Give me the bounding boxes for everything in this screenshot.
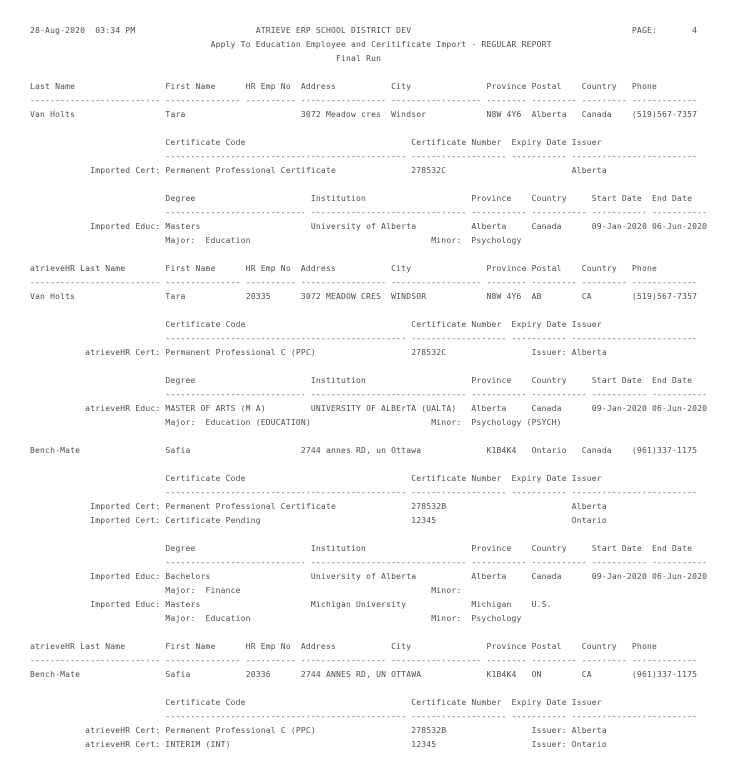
country: Canada (531, 222, 562, 231)
employee-columns-rule (30, 96, 732, 110)
column-rule: ------------------- (411, 488, 507, 497)
first-name: Safia (165, 670, 191, 679)
certificate-code: Permanent Professional C (PPC) (165, 348, 316, 357)
certificate-number: 278532C (411, 348, 447, 357)
phone: (961)337-1175 (631, 670, 698, 679)
column-rule: ---------------------------- (165, 208, 306, 217)
certificate-number: 278532B (411, 502, 447, 511)
col-address: Address (300, 264, 336, 273)
column-rule: ------------------------- (571, 334, 698, 343)
major-minor-row (30, 418, 732, 432)
province: Alberta (531, 110, 567, 119)
col-expiry-date: Expiry Date (511, 474, 567, 483)
column-rule: ------------------ (391, 278, 482, 287)
country: Canada (531, 404, 562, 413)
first-name: Tara (165, 110, 186, 119)
major-minor-row (30, 586, 732, 600)
end-date: 06-Jun-2020 (651, 222, 708, 231)
postal: K1B4K4 (486, 446, 517, 455)
col-country: Country (581, 264, 617, 273)
certificate-number: 278532B (411, 726, 447, 735)
column-rule: ------------- (631, 96, 698, 105)
run-type: Final Run (335, 54, 382, 63)
institution: University of Alberta (310, 572, 417, 581)
minor: Minor: Psychology (431, 614, 522, 623)
col-start-date: Start Date (591, 376, 642, 385)
cert-columns-rule (30, 488, 732, 502)
col-city: City (391, 264, 412, 273)
column-rule: ------------------------------------------------ (165, 334, 407, 343)
cert-columns-rule (30, 712, 732, 726)
educ-columns-rule (30, 558, 732, 572)
col-province: Province (486, 82, 527, 91)
educ-columns-rule (30, 208, 732, 222)
blank-line (30, 684, 732, 698)
record-label: atrieveHR Cert: (85, 740, 161, 749)
city: Windsor (391, 110, 427, 119)
column-rule: ------------------- (411, 334, 507, 343)
imported-cert-row (30, 516, 732, 530)
certificate-number: 12345 (411, 740, 437, 749)
record-label: Imported Educ: (90, 600, 161, 609)
column-rule: -------- (486, 96, 527, 105)
col-expiry-date: Expiry Date (511, 698, 567, 707)
column-rule: ------------------------------------------------ (165, 712, 407, 721)
column-rule: ----------- (651, 390, 708, 399)
col-postal: Postal (531, 264, 562, 273)
column-rule: --------- (581, 278, 627, 287)
col-last-name: atrieveHR Last Name (30, 642, 126, 651)
record-label: Imported Cert: (90, 166, 161, 175)
issuer: Issuer: Alberta (531, 726, 607, 735)
col-start-date: Start Date (591, 544, 642, 553)
record-label: Imported Educ: (90, 222, 161, 231)
certificate-number: 12345 (411, 516, 437, 525)
column-rule: ---------------------------- (165, 558, 306, 567)
educ-columns-header (30, 194, 732, 208)
end-date: 06-Jun-2020 (651, 572, 708, 581)
record-label: atrieveHR Cert: (85, 348, 161, 357)
employee-columns-rule (30, 278, 732, 292)
atrievehr-cert-row (30, 348, 732, 362)
column-rule: --------- (531, 656, 577, 665)
major: Major: Education (165, 236, 251, 245)
city: Ottawa (391, 446, 422, 455)
col-degree: Degree (165, 544, 196, 553)
country: CA (581, 292, 592, 301)
country: Canada (581, 446, 612, 455)
phone: (961)337-1175 (631, 446, 698, 455)
certificate-code: INTERIM (INT) (165, 740, 231, 749)
last-name: Van Holts (30, 110, 76, 119)
last-name: Bench-Mate (30, 446, 81, 455)
col-phone: Phone (631, 642, 657, 651)
col-province: Province (471, 376, 512, 385)
col-end-date: End Date (651, 376, 693, 385)
col-hr-emp-no: HR Emp No (245, 82, 291, 91)
col-province: Province (486, 264, 527, 273)
issuer: Ontario (571, 516, 607, 525)
report-datetime: 28-Aug-2020 03:34 PM (30, 26, 136, 35)
atrievehr-cert-row (30, 726, 732, 740)
certificate-code: Permanent Professional Certificate (165, 166, 336, 175)
col-province: Province (471, 544, 512, 553)
column-rule: ----------- (531, 558, 587, 567)
report-title: ATRIEVE ERP SCHOOL DISTRICT DEV (255, 26, 412, 35)
atrievehr-employee-row (30, 292, 732, 306)
blank-line (30, 628, 732, 642)
record-label: atrieveHR Educ: (85, 404, 161, 413)
hr-emp-no: 20336 (245, 670, 271, 679)
employee-row (30, 110, 732, 124)
column-rule: ------------------------- (571, 712, 698, 721)
col-certificate-code: Certificate Code (165, 698, 246, 707)
certificate-number: 278532C (411, 166, 447, 175)
province: AB (531, 292, 542, 301)
column-rule: ----------- (651, 558, 708, 567)
cert-columns-header (30, 320, 732, 334)
column-rule: ----------- (651, 208, 708, 217)
column-rule: ------------------------------- (310, 558, 467, 567)
postal: K1B4K4 (486, 670, 517, 679)
col-city: City (391, 642, 412, 651)
column-rule: ----------------- (300, 656, 387, 665)
col-expiry-date: Expiry Date (511, 138, 567, 147)
column-rule: ----------------- (300, 278, 387, 287)
cert-columns-rule (30, 334, 732, 348)
column-rule: ----------- (591, 390, 647, 399)
address: 2744 ANNES RD, UN (300, 670, 387, 679)
run-type-line (30, 54, 732, 68)
employee-row (30, 446, 732, 460)
educ-columns-rule (30, 390, 732, 404)
record-label: atrieveHR Cert: (85, 726, 161, 735)
degree: Masters (165, 600, 201, 609)
imported-cert-row (30, 166, 732, 180)
issuer: Issuer: Alberta (531, 348, 607, 357)
column-rule: ------------------------- (571, 488, 698, 497)
col-certificate-code: Certificate Code (165, 320, 246, 329)
page-label: PAGE: (631, 26, 657, 35)
col-certificate-number: Certificate Number (411, 320, 502, 329)
column-rule: ---------------------------- (165, 390, 306, 399)
column-rule: ------------------------- (571, 152, 698, 161)
blank-line (30, 68, 732, 82)
col-first-name: First Name (165, 642, 216, 651)
blank-line (30, 306, 732, 320)
employee-columns-rule (30, 656, 732, 670)
postal: N8W 4Y6 (486, 110, 522, 119)
col-certificate-code: Certificate Code (165, 138, 246, 147)
minor: Minor: Psychology (PSYCH) (431, 418, 562, 427)
country: U.S. (531, 600, 552, 609)
column-rule: ------------------ (391, 656, 482, 665)
city: WINDSOR (391, 292, 427, 301)
country: CA (581, 670, 592, 679)
column-rule: ------------------------------------------------ (165, 152, 407, 161)
col-issuer: Issuer (571, 698, 602, 707)
col-phone: Phone (631, 264, 657, 273)
column-rule: --------- (581, 656, 627, 665)
major: Major: Education (165, 614, 251, 623)
degree: MASTER OF ARTS (M A) (165, 404, 266, 413)
minor: Minor: Psychology (431, 236, 522, 245)
imported-educ-row (30, 600, 732, 614)
column-rule: ----------- (531, 390, 587, 399)
column-rule: ----------- (471, 390, 527, 399)
column-rule: --------- (581, 96, 627, 105)
column-rule: ---------- (245, 278, 296, 287)
province: Michigan (471, 600, 512, 609)
cert-columns-header (30, 698, 732, 712)
blank-line (30, 530, 732, 544)
blank-line (30, 250, 732, 264)
city: OTTAWA (391, 670, 422, 679)
col-hr-emp-no: HR Emp No (245, 264, 291, 273)
end-date: 06-Jun-2020 (651, 404, 708, 413)
cert-columns-header (30, 138, 732, 152)
educ-columns-header (30, 544, 732, 558)
start-date: 09-Jan-2020 (591, 404, 647, 413)
first-name: Safia (165, 446, 191, 455)
record-label: Imported Educ: (90, 572, 161, 581)
col-start-date: Start Date (591, 194, 642, 203)
column-rule: ---------- (245, 96, 296, 105)
col-phone: Phone (631, 82, 657, 91)
column-rule: -------- (486, 656, 527, 665)
issuer: Alberta (571, 502, 607, 511)
col-hr-emp-no: HR Emp No (245, 642, 291, 651)
column-rule: ------------------ (391, 96, 482, 105)
issuer: Issuer: Ontario (531, 740, 607, 749)
column-rule: ----------- (531, 208, 587, 217)
atrievehr-employee-row (30, 670, 732, 684)
province: Alberta (471, 572, 507, 581)
atrievehr-columns-header (30, 642, 732, 656)
column-rule: ------------- (631, 656, 698, 665)
col-last-name: Last Name (30, 82, 76, 91)
column-rule: ----------- (591, 208, 647, 217)
blank-line (30, 432, 732, 446)
province: Alberta (471, 222, 507, 231)
col-issuer: Issuer (571, 138, 602, 147)
col-issuer: Issuer (571, 474, 602, 483)
major-minor-row (30, 236, 732, 250)
col-certificate-number: Certificate Number (411, 698, 502, 707)
cert-columns-header (30, 474, 732, 488)
certificate-code: Certificate Pending (165, 516, 261, 525)
start-date: 09-Jan-2020 (591, 222, 647, 231)
issuer: Alberta (571, 166, 607, 175)
page-header-line (30, 26, 732, 40)
postal: N8W 4Y6 (486, 292, 522, 301)
col-address: Address (300, 642, 336, 651)
last-name: Van Holts (30, 292, 76, 301)
column-rule: ----------- (591, 558, 647, 567)
imported-cert-row (30, 502, 732, 516)
column-rule: ----------- (511, 334, 567, 343)
province: Alberta (471, 404, 507, 413)
column-rule: -------------------------- (30, 96, 161, 105)
page-number: 4 (692, 26, 698, 35)
phone: (519)567-7357 (631, 110, 698, 119)
imported-educ-row (30, 572, 732, 586)
start-date: 09-Jan-2020 (591, 572, 647, 581)
column-rule: ------------------- (411, 152, 507, 161)
column-rule: -------- (486, 278, 527, 287)
column-rule: ------------- (631, 278, 698, 287)
col-address: Address (300, 82, 336, 91)
col-first-name: First Name (165, 82, 216, 91)
col-country: Country (581, 82, 617, 91)
col-last-name: atrieveHR Last Name (30, 264, 126, 273)
col-degree: Degree (165, 376, 196, 385)
column-rule: --------------- (165, 278, 241, 287)
col-certificate-code: Certificate Code (165, 474, 246, 483)
degree: Bachelors (165, 572, 211, 581)
address: 3072 MEADOW CRES (300, 292, 382, 301)
column-rule: ----------- (471, 558, 527, 567)
col-issuer: Issuer (571, 320, 602, 329)
column-rule: ----------- (511, 712, 567, 721)
certificate-code: Permanent Professional Certificate (165, 502, 336, 511)
column-rule: --------- (531, 96, 577, 105)
atrievehr-columns-header (30, 264, 732, 278)
province: Ontario (531, 446, 567, 455)
col-city: City (391, 82, 412, 91)
col-certificate-number: Certificate Number (411, 138, 502, 147)
minor: Minor: (431, 586, 462, 595)
column-rule: ----------- (471, 208, 527, 217)
blank-line (30, 180, 732, 194)
col-end-date: End Date (651, 544, 693, 553)
blank-line (30, 362, 732, 376)
certificate-code: Permanent Professional C (PPC) (165, 726, 316, 735)
column-rule: -------------------------- (30, 656, 161, 665)
educ-columns-header (30, 376, 732, 390)
major-minor-row (30, 614, 732, 628)
employee-columns-header (30, 82, 732, 96)
column-rule: ------------------------------------------------ (165, 488, 407, 497)
atrievehr-educ-row (30, 404, 732, 418)
column-rule: ----------- (511, 152, 567, 161)
col-institution: Institution (310, 544, 367, 553)
column-rule: -------------------------- (30, 278, 161, 287)
record-label: Imported Cert: (90, 516, 161, 525)
address: 2744 annes RD, un (300, 446, 387, 455)
report-subtitle: Apply To Education Employee and Ceritificate Import - REGULAR REPORT (210, 40, 552, 49)
atrievehr-cert-row (30, 740, 732, 754)
col-postal: Postal (531, 642, 562, 651)
col-certificate-number: Certificate Number (411, 474, 502, 483)
col-expiry-date: Expiry Date (511, 320, 567, 329)
last-name: Bench-Mate (30, 670, 81, 679)
col-institution: Institution (310, 376, 367, 385)
col-degree: Degree (165, 194, 196, 203)
country: Canada (531, 572, 562, 581)
col-end-date: End Date (651, 194, 693, 203)
first-name: Tara (165, 292, 186, 301)
column-rule: --------------- (165, 656, 241, 665)
phone: (519)567-7357 (631, 292, 698, 301)
col-postal: Postal (531, 82, 562, 91)
column-rule: ------------------- (411, 712, 507, 721)
province: ON (531, 670, 542, 679)
country: Canada (581, 110, 612, 119)
column-rule: ----------------- (300, 96, 387, 105)
blank-line (30, 124, 732, 138)
column-rule: ------------------------------- (310, 208, 467, 217)
major: Major: Education (EDUCATION) (165, 418, 311, 427)
col-country: Country (531, 376, 567, 385)
col-country: Country (531, 194, 567, 203)
institution: University of Alberta (310, 222, 417, 231)
col-country: Country (531, 544, 567, 553)
institution: Michigan University (310, 600, 407, 609)
institution: UNIVERSITY OF ALBErTA (UALTA) (310, 404, 457, 413)
col-institution: Institution (310, 194, 367, 203)
cert-columns-rule (30, 152, 732, 166)
col-first-name: First Name (165, 264, 216, 273)
degree: Masters (165, 222, 201, 231)
imported-educ-row (30, 222, 732, 236)
major: Major: Finance (165, 586, 241, 595)
col-province: Province (471, 194, 512, 203)
report-subtitle-line (30, 40, 732, 54)
column-rule: ------------------------------- (310, 390, 467, 399)
address: 3072 Meadow cres (300, 110, 382, 119)
column-rule: --------------- (165, 96, 241, 105)
blank-line (30, 460, 732, 474)
hr-emp-no: 20335 (245, 292, 271, 301)
record-label: Imported Cert: (90, 502, 161, 511)
col-province: Province (486, 642, 527, 651)
column-rule: ---------- (245, 656, 296, 665)
col-country: Country (581, 642, 617, 651)
column-rule: --------- (531, 278, 577, 287)
column-rule: ----------- (511, 488, 567, 497)
